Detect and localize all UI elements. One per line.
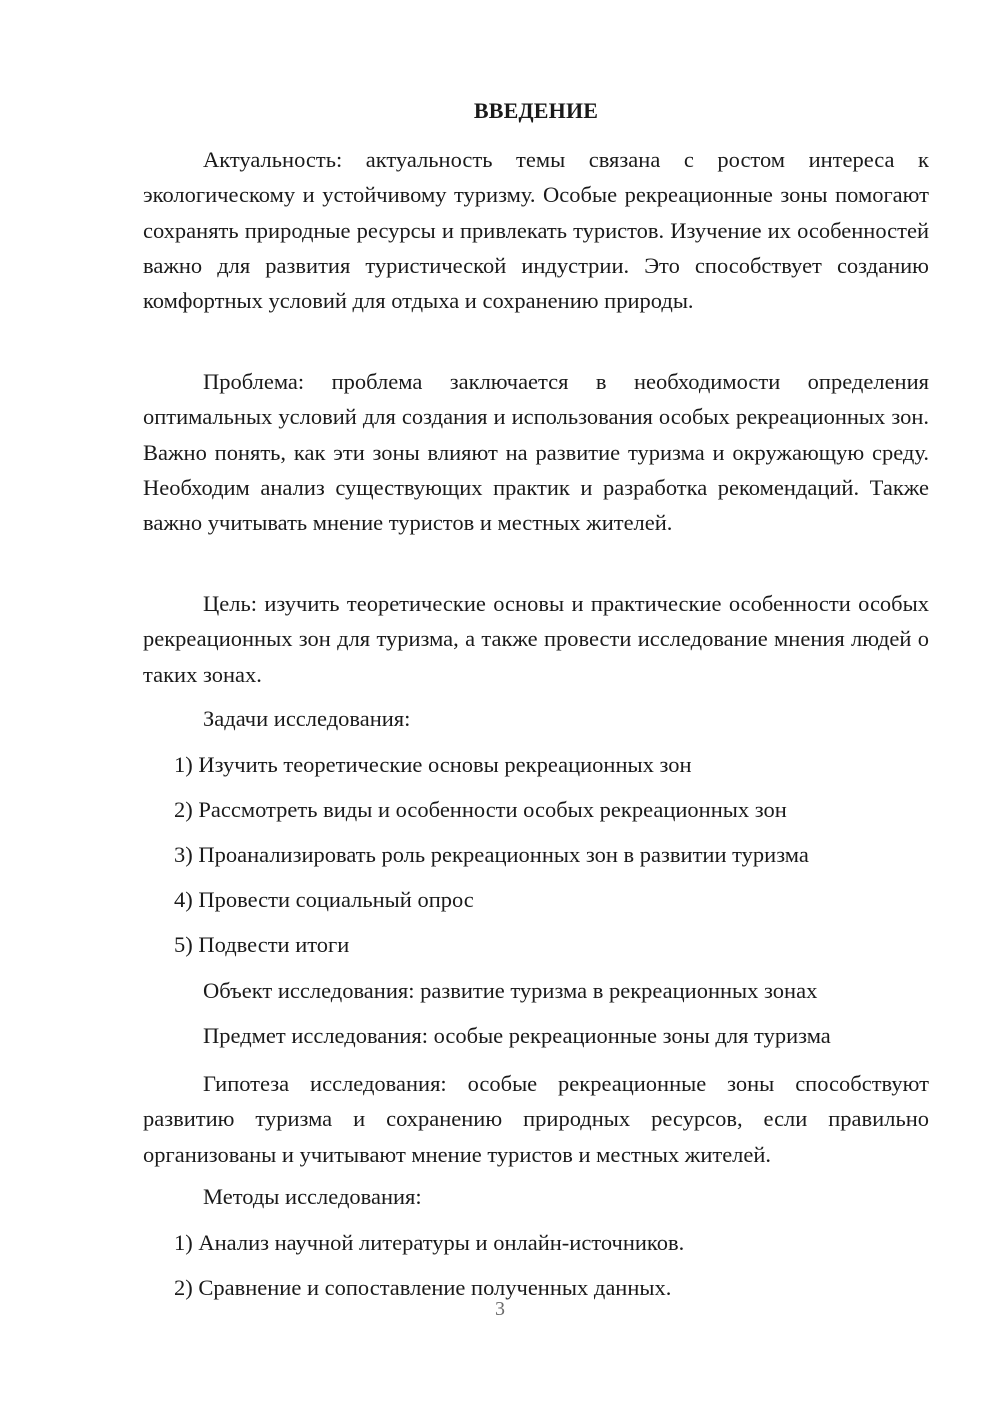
research-subject: Предмет исследования: особые рекреационные зоны для туризма	[203, 1023, 831, 1048]
problem-paragraph: Проблема: проблема заключается в необходимости определения оптимальных условий для создания и использования особых рекреационных зон. Важно понять, как эти зоны влияют на развитие туризма и окружающую среду. Необходим анализ существующих практик и разработка рекомендаций. Также важно учитывать мнение туристов и местных жителей.	[143, 369, 929, 536]
research-object: Объект исследования: развитие туризма в рекреационных зонах	[203, 978, 818, 1003]
method-item: 2) Сравнение и сопоставление полученных данных.	[174, 1275, 672, 1300]
page-title: ВВЕДЕНИЕ	[473, 98, 599, 123]
task-item: 2) Рассмотреть виды и особенности особых рекреационных зон	[174, 797, 787, 822]
task-item: 3) Проанализировать роль рекреационных зон в развитии туризма	[174, 842, 809, 867]
methods-heading: Методы исследования:	[203, 1184, 422, 1209]
hypothesis-paragraph: Гипотеза исследования: особые рекреационные зоны способствуют развитию туризма и сохранению природных ресурсов, если правильно организованы и учитывают мнение туристов и местных жителей.	[143, 1071, 929, 1167]
tasks-heading: Задачи исследования:	[203, 706, 411, 731]
method-item: 1) Анализ научной литературы и онлайн-источников.	[174, 1230, 685, 1255]
relevance-paragraph: Актуальность: актуальность темы связана с ростом интереса к экологическому и устойчивому туризму. Особые рекреационные зоны помогают сохранять природные ресурсы и привлекать туристов. Изучение их особенностей важно для развития туристической индустрии. Это способствует созданию комфортных условий для отдыха и сохранению природы.	[143, 147, 929, 314]
task-item: 1) Изучить теоретические основы рекреационных зон	[174, 752, 692, 777]
task-item: 4) Провести социальный опрос	[174, 887, 474, 912]
goal-paragraph: Цель: изучить теоретические основы и практические особенности особых рекреационных зон для туризма, а также провести исследование мнения людей о таких зонах.	[143, 591, 929, 687]
task-item: 5) Подвести итоги	[174, 932, 350, 957]
page-number: 3	[495, 1298, 505, 1320]
